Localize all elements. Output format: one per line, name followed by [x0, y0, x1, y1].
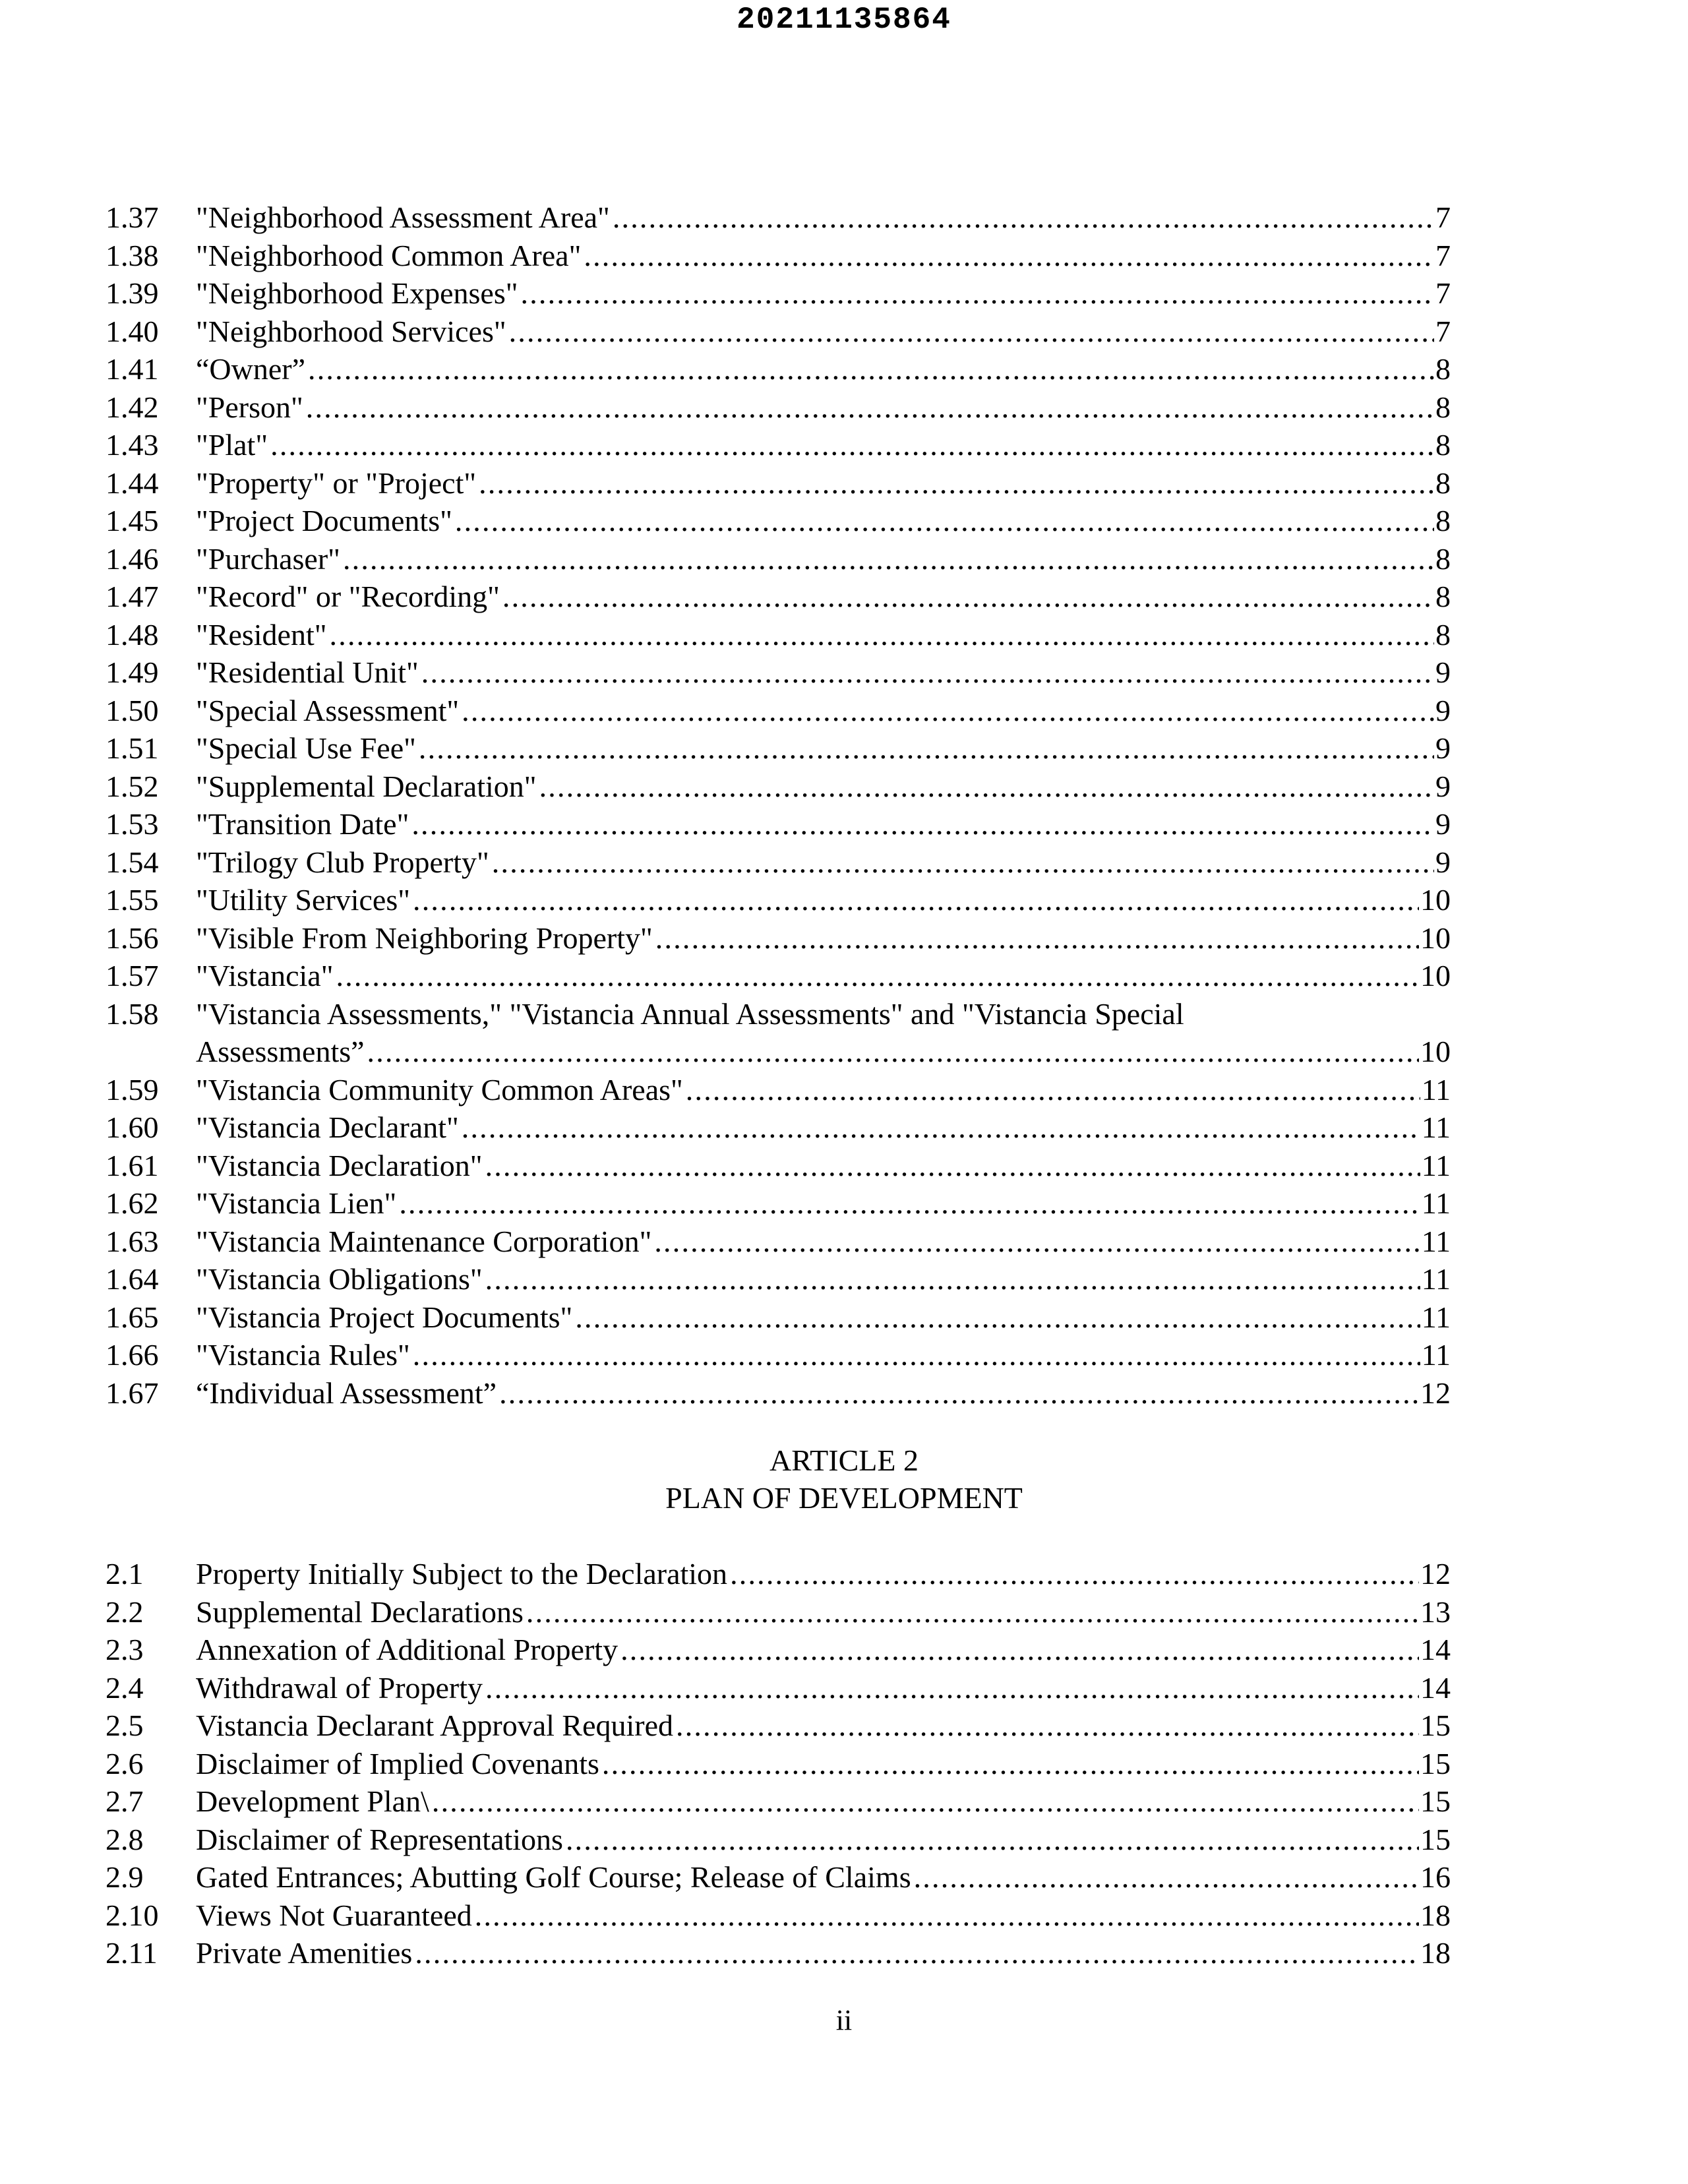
- dot-leader: [676, 1707, 1419, 1745]
- toc-entry: [106, 957, 1451, 995]
- toc-entry-page: 11: [1421, 1186, 1451, 1220]
- toc-entry: [106, 1934, 1451, 1972]
- toc-entry-title: "Utility Services": [196, 883, 411, 917]
- toc-entry-row: [196, 198, 1451, 237]
- toc-entry: [106, 768, 1451, 806]
- toc-entry-page: 9: [1435, 845, 1451, 879]
- toc-entry-page: 8: [1435, 428, 1451, 462]
- toc-entry-title: Disclaimer of Representations: [196, 1822, 563, 1856]
- toc-entry-title: "Vistancia Lien": [196, 1186, 397, 1220]
- toc-entry: [106, 1298, 1451, 1337]
- toc-entry-title: "Property" or "Project": [196, 466, 477, 500]
- toc-entry-page: 8: [1435, 580, 1451, 613]
- toc-entry-row: [196, 1147, 1451, 1185]
- dot-leader: [462, 1108, 1420, 1147]
- dot-leader: [415, 1934, 1419, 1972]
- toc-entry-page: 9: [1435, 731, 1451, 765]
- toc-entry: [106, 1184, 1451, 1223]
- toc-entry-row: [196, 350, 1451, 388]
- toc-entry-number: 1.56: [106, 921, 159, 955]
- toc-entry-title: Disclaimer of Implied Covenants: [196, 1746, 599, 1780]
- toc-entry-number: 1.62: [106, 1186, 159, 1220]
- toc-entry-number: 2.5: [106, 1709, 144, 1742]
- toc-entry-row: [196, 1821, 1451, 1859]
- toc-entry-title: Property Initially Subject to the Declaration: [196, 1557, 728, 1591]
- toc-entry-number: 2.4: [106, 1670, 144, 1705]
- toc-entry-title: "Vistancia Declaration": [196, 1148, 483, 1182]
- toc-entry: [106, 843, 1451, 882]
- toc-entry-number: 1.42: [106, 390, 159, 424]
- toc-entry-title: "Vistancia Obligations": [196, 1262, 483, 1296]
- toc-entry-number: 1.60: [106, 1110, 159, 1144]
- dot-leader: [413, 1336, 1420, 1374]
- toc-entry: [106, 578, 1451, 616]
- toc-entry: [106, 805, 1451, 843]
- toc-entry-title: Private Amenities: [196, 1936, 413, 1970]
- toc-entry-row: [196, 578, 1451, 616]
- toc-entry-page: 7: [1435, 200, 1451, 234]
- dot-leader: [330, 616, 1434, 654]
- toc-entry-number: 1.61: [106, 1148, 159, 1182]
- toc-entry: [106, 350, 1451, 388]
- toc-entry-row: [196, 237, 1451, 275]
- dot-leader: [502, 578, 1434, 616]
- toc-entry-page: 10: [1420, 921, 1451, 955]
- toc-entry-title: "Neighborhood Common Area": [196, 238, 582, 272]
- toc-entry-number: 1.58: [106, 996, 159, 1031]
- dot-leader: [620, 1631, 1419, 1669]
- toc-entry-row: [196, 502, 1451, 540]
- article-heading: [0, 1441, 1688, 1517]
- toc-entry-row: [196, 1707, 1451, 1745]
- toc-entry-page: 8: [1435, 390, 1451, 424]
- toc-entry-page: 11: [1421, 1148, 1451, 1182]
- toc-entry-number: 1.48: [106, 617, 159, 652]
- dot-leader: [654, 1223, 1420, 1261]
- toc-entry-number: 1.44: [106, 466, 159, 500]
- toc-entry-title: Vistancia Declarant Approval Required: [196, 1709, 674, 1742]
- toc-entry-page: 10: [1420, 959, 1451, 992]
- dot-leader: [475, 1896, 1419, 1935]
- toc-entry-title: "Special Assessment": [196, 693, 460, 727]
- toc-entry-page: 18: [1420, 1936, 1451, 1970]
- toc-entry-page: 9: [1435, 807, 1451, 841]
- dot-leader: [584, 237, 1434, 275]
- dot-leader: [655, 919, 1419, 957]
- toc-entry-number: 1.59: [106, 1072, 159, 1107]
- toc-entry-row: [196, 653, 1451, 692]
- dot-leader: [455, 502, 1434, 540]
- dot-leader: [270, 426, 1434, 464]
- toc-entry-page: 9: [1435, 769, 1451, 803]
- toc-entry-number: 1.55: [106, 883, 159, 917]
- toc-entry-title: "Special Use Fee": [196, 731, 416, 765]
- toc-entry-number: 1.54: [106, 845, 159, 879]
- toc-entry: [106, 274, 1451, 313]
- toc-entry-row: [196, 843, 1451, 882]
- toc-entry: [106, 1669, 1451, 1707]
- toc-entry-page: 9: [1435, 693, 1451, 727]
- toc-entry-page: 11: [1421, 1300, 1451, 1334]
- dot-leader: [367, 1033, 1419, 1071]
- toc-entry-page: 8: [1435, 352, 1451, 386]
- dot-leader: [479, 464, 1434, 502]
- toc-entry-number: 2.11: [106, 1936, 158, 1970]
- toc-entry: [106, 502, 1451, 540]
- dot-leader: [306, 388, 1434, 427]
- toc-entry: [106, 1707, 1451, 1745]
- toc-entry-number: 1.63: [106, 1224, 159, 1258]
- toc-entry-title: "Record" or "Recording": [196, 580, 500, 613]
- dot-leader: [485, 1260, 1420, 1298]
- dot-leader: [521, 274, 1434, 313]
- toc-entry: [106, 1782, 1451, 1821]
- toc-section-1-list: [106, 198, 1451, 1412]
- dot-leader: [343, 540, 1434, 578]
- dot-leader: [914, 1858, 1419, 1896]
- toc-entry-number: 2.2: [106, 1594, 144, 1629]
- toc-entry-row: [196, 1858, 1451, 1896]
- toc-entry-title: "Neighborhood Assessment Area": [196, 200, 610, 234]
- toc-entry-number: 1.64: [106, 1262, 159, 1296]
- toc-entry-number: 1.65: [106, 1300, 159, 1334]
- toc-entry-title: "Plat": [196, 428, 268, 462]
- toc-entry-number: 1.47: [106, 580, 159, 613]
- toc-entry-page: 15: [1420, 1822, 1451, 1856]
- toc-entry-row: [196, 1593, 1451, 1631]
- toc-entry: [106, 1821, 1451, 1859]
- dot-leader: [602, 1745, 1419, 1783]
- toc-entry: [106, 1374, 1451, 1412]
- toc-entry-page: 11: [1421, 1072, 1451, 1107]
- toc-entry: [106, 881, 1451, 919]
- toc-entry-number: 1.46: [106, 541, 159, 576]
- toc-entry: [106, 388, 1451, 427]
- toc-entry-page: 13: [1420, 1594, 1451, 1629]
- dot-leader: [413, 881, 1419, 919]
- dot-leader: [336, 957, 1419, 995]
- toc-entry-number: 1.41: [106, 352, 159, 386]
- toc-entry-title: “Individual Assessment”: [196, 1376, 497, 1410]
- toc-entry-page: 14: [1420, 1633, 1451, 1666]
- toc-entry: [106, 653, 1451, 692]
- toc-entry-number: 1.51: [106, 731, 159, 765]
- toc-entry-page: 10: [1420, 883, 1451, 917]
- toc-entry-row: [196, 1555, 1451, 1593]
- toc-entry-title: "Project Documents": [196, 504, 452, 537]
- dot-leader: [419, 729, 1434, 768]
- dot-leader: [730, 1555, 1419, 1593]
- toc-entry-title: "Vistancia Maintenance Corporation": [196, 1224, 652, 1258]
- toc-entry-row: [196, 1184, 1451, 1223]
- toc-entry-number: 1.66: [106, 1338, 159, 1372]
- toc-entry-row: [196, 768, 1451, 806]
- toc-entry-row: [196, 1631, 1451, 1669]
- article-subtitle: PLAN OF DEVELOPMENT: [665, 1481, 1023, 1515]
- dot-leader: [539, 768, 1434, 806]
- toc-entry: [106, 1260, 1451, 1298]
- toc-entry-title-line1: "Vistancia Assessments," "Vistancia Annual Assessments" and "Vistancia Special: [196, 996, 1184, 1031]
- toc-entry-page: 18: [1420, 1898, 1451, 1932]
- toc-entry-number: 2.3: [106, 1633, 144, 1666]
- toc-entry: [106, 426, 1451, 464]
- toc-entry-title: "Transition Date": [196, 807, 409, 841]
- toc-entry-row: [196, 1745, 1451, 1783]
- dot-leader: [308, 350, 1434, 388]
- toc-entry-title: Development Plan\: [196, 1784, 429, 1818]
- toc-entry-title: "Neighborhood Expenses": [196, 276, 518, 310]
- article-title: ARTICLE 2: [769, 1443, 919, 1477]
- toc-entry: [106, 729, 1451, 768]
- toc-entry: [106, 1108, 1451, 1147]
- toc-entry-number: 1.43: [106, 428, 159, 462]
- toc-entry-row: [196, 1298, 1451, 1337]
- toc-entry-row: [196, 805, 1451, 843]
- toc-entry-row: [196, 1934, 1451, 1972]
- toc-entry-page: 16: [1420, 1860, 1451, 1894]
- toc-entry-title: Supplemental Declarations: [196, 1594, 524, 1629]
- toc-entry-page: 7: [1435, 276, 1451, 310]
- dot-leader: [492, 843, 1434, 882]
- toc-entry-number: 1.50: [106, 693, 159, 727]
- toc-entry: [106, 1745, 1451, 1783]
- toc-entry-number: 2.7: [106, 1784, 144, 1818]
- toc-entry-title: Withdrawal of Property: [196, 1670, 483, 1705]
- toc-entry-title: "Vistancia": [196, 959, 334, 992]
- toc-entry: [106, 995, 1451, 1071]
- toc-entry-title: “Owner”: [196, 352, 306, 386]
- toc-entry-number: 2.6: [106, 1746, 144, 1780]
- toc-entry-row: [196, 1108, 1451, 1147]
- toc-entry-title: "Residential Unit": [196, 655, 419, 689]
- toc-entry-row: [196, 464, 1451, 502]
- toc-entry-page: 11: [1421, 1262, 1451, 1296]
- dot-leader: [526, 1593, 1419, 1631]
- toc-entry-row: [196, 274, 1451, 313]
- toc-entry: [106, 1858, 1451, 1896]
- toc-entry-number: 1.67: [106, 1376, 159, 1410]
- toc-entry-row: [196, 957, 1451, 995]
- toc-entry-number: 1.39: [106, 276, 159, 310]
- dot-leader: [613, 198, 1434, 237]
- toc-entry-row: [196, 540, 1451, 578]
- page-number: ii: [835, 2004, 853, 2036]
- toc-entry: [106, 464, 1451, 502]
- toc-entry-page: 12: [1420, 1376, 1451, 1410]
- toc-entry: [106, 540, 1451, 578]
- dot-leader: [575, 1298, 1420, 1337]
- toc-entry-page: 11: [1421, 1224, 1451, 1258]
- toc-entry: [106, 616, 1451, 654]
- toc-entry-title: "Visible From Neighboring Property": [196, 921, 653, 955]
- toc-entry-page: 11: [1421, 1338, 1451, 1372]
- toc-entry-title: Gated Entrances; Abutting Golf Course; Release of Claims: [196, 1860, 911, 1894]
- toc-entry-number: 1.37: [106, 200, 159, 234]
- toc-entry-title: Views Not Guaranteed: [196, 1898, 472, 1932]
- toc-entry-number: 1.57: [106, 959, 159, 992]
- toc-entry-row: [196, 692, 1451, 730]
- toc-entry-number: 1.40: [106, 314, 159, 348]
- toc-entry-page: 7: [1435, 238, 1451, 272]
- dot-leader: [686, 1071, 1420, 1109]
- toc-entry-row: [196, 1374, 1451, 1412]
- toc-entry: [106, 1555, 1451, 1593]
- toc-entry-title: Annexation of Additional Property: [196, 1633, 618, 1666]
- toc-entry-page: 12: [1420, 1557, 1451, 1591]
- toc-entry-row: [196, 1896, 1451, 1935]
- toc-entry-number: 2.8: [106, 1822, 144, 1856]
- toc-entry-row: [196, 1336, 1451, 1374]
- toc-entry-row: [196, 388, 1451, 427]
- toc-entry-title: "Supplemental Declaration": [196, 769, 537, 803]
- toc-entry-title: Assessments”: [196, 1035, 365, 1068]
- toc-entry-title: "Vistancia Declarant": [196, 1110, 459, 1144]
- toc-entry: [106, 237, 1451, 275]
- toc-entry: [106, 1071, 1451, 1109]
- dot-leader: [421, 653, 1434, 692]
- toc-entry-row: [196, 1223, 1451, 1261]
- toc-entry-title: "Vistancia Community Common Areas": [196, 1072, 683, 1107]
- toc-entry-page: 9: [1435, 655, 1451, 689]
- toc-entry-row: [196, 881, 1451, 919]
- toc-entry-page: 15: [1420, 1709, 1451, 1742]
- toc-entry-title: "Resident": [196, 617, 327, 652]
- toc-entry-number: 1.38: [106, 238, 159, 272]
- toc-entry-page: 11: [1421, 1110, 1451, 1144]
- toc-entry-page: 14: [1420, 1670, 1451, 1705]
- toc-entry-row: [196, 1071, 1451, 1109]
- toc-entry-page: 8: [1435, 504, 1451, 537]
- toc-entry: [106, 1223, 1451, 1261]
- toc-entry: [106, 1593, 1451, 1631]
- document-number: 20211135864: [737, 3, 951, 37]
- dot-leader: [509, 313, 1434, 351]
- toc-entry: [106, 198, 1451, 237]
- toc-entry-number: 2.9: [106, 1860, 144, 1894]
- dot-leader: [485, 1147, 1420, 1185]
- dot-leader: [462, 692, 1434, 730]
- toc-entry-row: [196, 426, 1451, 464]
- toc-entry: [106, 1631, 1451, 1669]
- toc-entry-page: 7: [1435, 314, 1451, 348]
- toc-entry-row: [196, 729, 1451, 768]
- toc-entry-number: 2.10: [106, 1898, 159, 1932]
- toc-entry-number: 1.52: [106, 769, 159, 803]
- toc-entry-title: "Trilogy Club Property": [196, 845, 489, 879]
- toc-entry-page: 8: [1435, 617, 1451, 652]
- dot-leader: [432, 1782, 1419, 1821]
- toc-entry-page: 8: [1435, 466, 1451, 500]
- toc-entry-title: "Vistancia Project Documents": [196, 1300, 573, 1334]
- toc-entry: [106, 1336, 1451, 1374]
- dot-leader: [485, 1669, 1419, 1707]
- toc-entry-number: 2.1: [106, 1557, 144, 1591]
- toc-entry-row: [196, 1782, 1451, 1821]
- toc-entry-row: [196, 616, 1451, 654]
- toc-entry-page: 15: [1420, 1746, 1451, 1780]
- toc-entry-number: 1.53: [106, 807, 159, 841]
- toc-entry-title: "Purchaser": [196, 541, 340, 576]
- toc-entry-number: 1.49: [106, 655, 159, 689]
- toc-entry-row: [196, 1669, 1451, 1707]
- toc-entry-title: "Neighborhood Services": [196, 314, 506, 348]
- toc-entry: [106, 1147, 1451, 1185]
- toc-entry-row: [196, 919, 1451, 957]
- toc-entry: [106, 692, 1451, 730]
- toc-entry-row: [196, 1260, 1451, 1298]
- toc-entry-title: "Vistancia Rules": [196, 1338, 410, 1372]
- toc-entry-page: 15: [1420, 1784, 1451, 1818]
- toc-entry: [106, 1896, 1451, 1935]
- toc-entry-row: [196, 1033, 1451, 1071]
- toc-entry-row: [196, 313, 1451, 351]
- toc-entry-number: 1.45: [106, 504, 159, 537]
- dot-leader: [411, 805, 1434, 843]
- toc-entry: [106, 919, 1451, 957]
- dot-leader: [566, 1821, 1419, 1859]
- toc-article-2-list: [106, 1555, 1451, 1972]
- toc-entry-title: "Person": [196, 390, 303, 424]
- dot-leader: [399, 1184, 1420, 1223]
- dot-leader: [499, 1374, 1419, 1412]
- toc-entry-page: 10: [1420, 1035, 1451, 1068]
- toc-entry: [106, 313, 1451, 351]
- toc-entry-page: 8: [1435, 541, 1451, 576]
